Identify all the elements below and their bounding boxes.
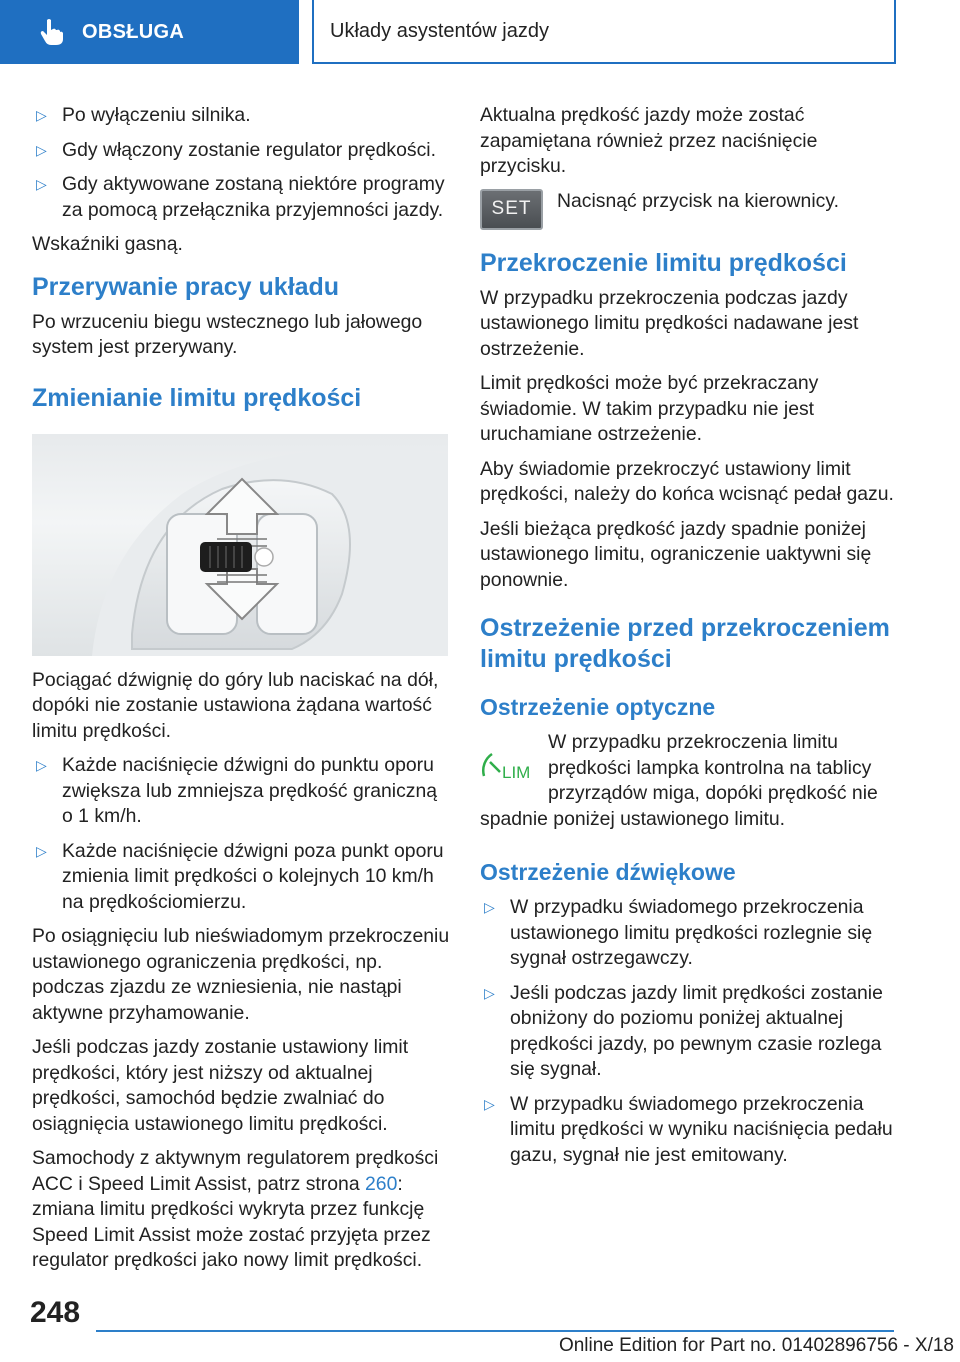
exceed-text-3: Aby świadomie przekroczyć ustawiony limit prędkości, należy do końca wcisnąć pedał gazu. — [480, 457, 894, 505]
hand-pointer-icon — [38, 18, 64, 46]
triangle-bullet-icon: ▷ — [36, 107, 47, 123]
list-item: ▷ Po wyłączeniu silnika. — [32, 103, 450, 129]
section-title — [312, 0, 896, 64]
triangle-bullet-icon: ▷ — [36, 176, 47, 192]
optical-warning-text: W przypadku przekroczenia limitu prędkości lampka kontrolna na tablicy przyrządów miga, dopóki prędkość nie spadnie poniżej ustawionego limitu. — [480, 731, 878, 830]
list-item: ▷ Gdy włączony zostanie regulator prędkości. — [32, 138, 450, 164]
list-item: ▷ Każde naciśnięcie dźwigni poza punkt oporu zmienia limit prędkości o kolejnych 10 km/h na prędkościomierzu. — [36, 839, 444, 913]
acc-text: Samochody z aktywnym regulatorem prędkości ACC i Speed Limit Assist, patrz strona 260: zmiana limitu prędkości wykryta przez funkcję Speed Limit Assist może zostać przyjęta przez regulator prędkości jako nowy limit prędkości. — [32, 1147, 439, 1271]
pull-lever-text: Pociągać dźwignię do góry lub naciskać na dół, dopóki nie zostanie ustawiona żądana wartość limitu prędkości. — [32, 668, 439, 742]
triangle-bullet-icon: ▷ — [484, 984, 495, 1001]
triangle-bullet-icon: ▷ — [484, 899, 495, 915]
lever-illustration — [32, 434, 448, 656]
list-item: ▷ W przypadku świadomego przekroczenia limitu prędkości w wyniku naciśnięcia pedału gazu, sygnał nie jest emitowany. — [484, 1092, 893, 1166]
section-title-text: Układy asystentów jazdy — [330, 19, 549, 42]
triangle-bullet-icon: ▷ — [484, 1095, 495, 1112]
store-speed-text: Aktualna prędkość jazdy może zostać zapamiętana również przez naciśnięcie przycisku. — [480, 104, 818, 177]
acoustic-list — [480, 895, 898, 1168]
exceed-text-1: W przypadku przekroczenia podczas jazdy ustawionego limitu prędkości nadawane jest ostrzeżenie. — [480, 286, 859, 360]
heading-change-limit: Zmienianie limitu prędkości — [32, 383, 362, 412]
heading-warning: Ostrzeżenie przed przekroczeniem limitu prędkości — [480, 614, 890, 673]
triangle-bullet-icon: ▷ — [36, 141, 47, 158]
svg-text:LIM: LIM — [502, 763, 531, 782]
speed-limit-lim-icon — [480, 740, 538, 790]
list-item: ▷ W przypadku świadomego przekroczenia ustawionego limitu prędkości rozlegnie się sygnał ostrzegawczy. — [484, 896, 873, 969]
lower-limit-text: Jeśli podczas jazdy zostanie ustawiony limit prędkości, który jest niższy od aktualnej prędkości, samochód będzie zwalniać do osiągnięcia ustawionego limitu prędkości. — [32, 1036, 409, 1135]
triangle-bullet-icon: ▷ — [36, 757, 47, 773]
page-link[interactable]: 260 — [365, 1172, 398, 1195]
lever-steps-list — [32, 753, 450, 915]
heading-acoustic: Ostrzeżenie dźwiękowe — [480, 859, 736, 885]
footer-divider — [96, 1330, 894, 1332]
set-button-row — [480, 189, 898, 230]
exceed-text-4: Jeśli bieżąca prędkość jazdy spadnie poniżej ustawionego limitu, ograniczenie uaktywni się ponownie. — [480, 517, 872, 591]
triangle-bullet-icon: ▷ — [36, 842, 47, 859]
list-item: ▷ Gdy aktywowane zostaną niektóre programy za pomocą przełącznika przyjemności jazdy. — [36, 173, 445, 221]
heading-interrupt: Przerywanie pracy układu — [32, 272, 340, 301]
steering-wheel-lever-photo — [32, 434, 448, 656]
edition-text: Online Edition for Part no. 01402896756 - X/18 — [558, 1335, 954, 1356]
chapter-tab-label: OBSŁUGA — [82, 20, 185, 43]
press-button-text: Nacisnąć przycisk na kierownicy. — [557, 189, 839, 212]
left-column — [32, 103, 450, 1283]
list-item: ▷ Jeśli podczas jazdy limit prędkości zostanie obniżony do poziomu poniżej aktualnej prędkości jazdy, po pewnym czasie rozlega się sygnał. — [484, 981, 883, 1080]
list-item: ▷ Każde naciśnięcie dźwigni do punktu oporu zwiększa lub zmniejsza prędkość graniczną o 1 km/h. — [36, 754, 438, 827]
set-button-icon: SET — [480, 189, 543, 230]
exceed-text-2: Limit prędkości może być przekraczany świadomie. W takim przypadku nie jest uruchamiane ostrzeżenie. — [480, 372, 819, 445]
no-braking-text: Po osiągnięciu lub nieświadomym przekroczeniu ustawionego ograniczenia prędkości, np. podczas zjazdu ze wzniesienia, nie nastąpi aktywne przyhamowanie. — [32, 925, 450, 1024]
indicators-off-text: Wskaźniki gasną. — [32, 233, 183, 255]
interrupt-text: Po wrzuceniu biegu wstecznego lub jałowego system jest przerywany. — [32, 310, 423, 358]
heading-optical: Ostrzeżenie optyczne — [480, 694, 716, 720]
right-column — [480, 103, 898, 1177]
heading-exceed: Przekroczenie limitu prędkości — [480, 248, 847, 277]
conditions-list — [32, 103, 450, 223]
optical-warning-block — [480, 730, 898, 832]
chapter-tab[interactable] — [0, 0, 299, 64]
page-number: 248 — [30, 1296, 81, 1329]
